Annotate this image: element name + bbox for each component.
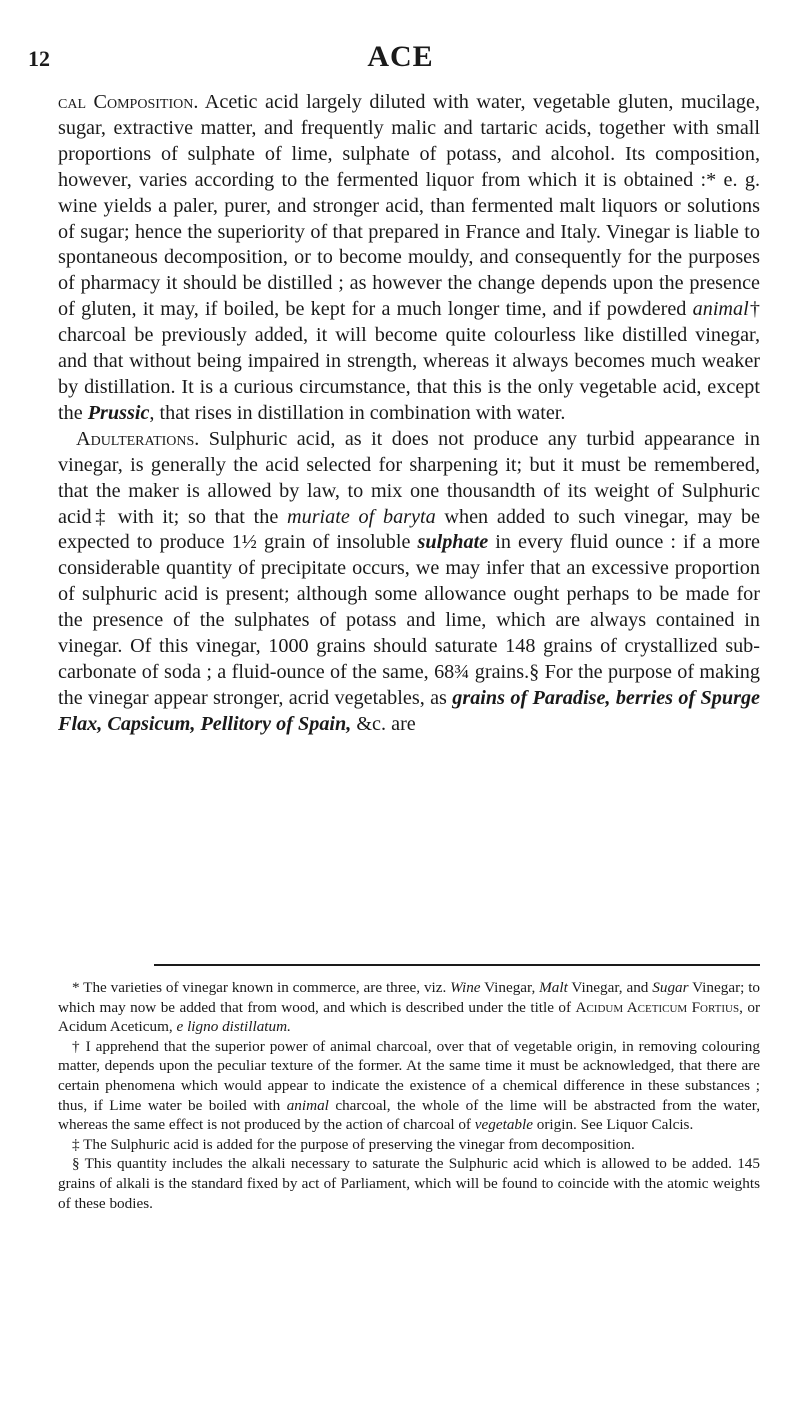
- text-run: Vinegar; to which may now be added that from wood, and which is described under the title of: [58, 979, 761, 1016]
- emphasis: e ligno distillatum.: [176, 1018, 291, 1036]
- section-lead-composition: cal Composition.: [58, 91, 199, 113]
- body-text: [58, 90, 760, 738]
- paragraph-adulterations: [58, 427, 760, 738]
- emphasis: grains of Paradise, berries of Spurge Flax, Capsicum, Pellitory of Spain,: [58, 686, 760, 735]
- footnote-4: § This quantity includes the alkali necessary to saturate the Sulphuric acid which is allowed to be added. 145 grains of alkali is the standard fixed by act of Parliament, which will be found to coincide with the atomic weights of these bodies.: [58, 1155, 760, 1212]
- text-run: † I apprehend that the superior power of animal charcoal, over that of vegetable origin, in removing colouring matter, depends upon the peculiar texture of the former. At the same time it must be acknowledged, that there are certain phenomena which would appear to indicate the existence of a chemical difference in these substances ; thus, if Lime water be boiled with: [58, 1037, 760, 1114]
- section-lead-adulterations: Adulterations.: [76, 427, 200, 450]
- emphasis: sulphate: [417, 531, 489, 554]
- footnote-2: [58, 1037, 760, 1135]
- emphasis: vegetable: [474, 1116, 533, 1134]
- running-head: ACE: [367, 40, 434, 73]
- text-run: &c. are: [351, 712, 416, 735]
- text-run: when added to such vinegar, may be expected to produce 1½ grain of insoluble: [58, 505, 760, 554]
- text-run: , or Acidum Aceticum,: [58, 998, 761, 1036]
- emphasis: muriate of baryta: [287, 505, 436, 528]
- text-run: * The varieties of vinegar known in commerce, are three, viz.: [72, 979, 451, 996]
- emphasis: Sugar: [652, 979, 689, 996]
- footnote-rule: [154, 964, 760, 966]
- footnotes: [58, 978, 760, 1213]
- emphasis: animal: [286, 1096, 329, 1114]
- page-number: 12: [28, 46, 50, 71]
- footnote-3: ‡ The Sulphuric acid is added for the purpose of preserving the vinegar from decomposition.: [72, 1135, 635, 1153]
- text-run: origin. See Liquor Calcis.: [532, 1116, 694, 1134]
- text-run: Acidum Aceticum Fortius: [575, 998, 740, 1016]
- text-run: Vinegar, and: [567, 979, 653, 996]
- text-run: in every fluid ounce : if a more considerable quantity of precipitate occurs, we may infer that an excessive proportion of sulphuric acid is present; although some allowance ought perhaps to be made for the presence of the sulphates of potass and lime, which are always contained in vinegar. Of this vinegar, 1000 grains should saturate 148 grains of crystallized sub-carbonate of soda ; a fluid-ounce of the same, 68¾ grains.§ For the purpose of making the vinegar appear stronger, acrid vegetables, as: [58, 531, 760, 709]
- emphasis: Prussic: [87, 401, 150, 424]
- emphasis: animal: [692, 298, 749, 321]
- text-run: † charcoal be previously added, it will become quite colourless like distilled vinegar, and that without being impaired in strength, whereas it always becomes much weaker by distillation. It is a curious circumstance, that this is the only vegetable acid, except the: [58, 298, 761, 424]
- text-run: , that rises in distillation in combination with water.: [149, 401, 566, 424]
- footnote-1: [58, 978, 760, 1037]
- text-run: Sulphuric acid, as it does not produce any turbid appearance in vinegar, is generally the acid selected for sharpening it; but it must be remembered, that the maker is allowed by law, to mix one thousandth of its weight of Sulphuric acid‡ with it; so that the: [58, 427, 760, 528]
- text-run: charcoal, the whole of the lime will be abstracted from the water, whereas the same effect is not produced by the action of charcoal of: [58, 1096, 761, 1134]
- text-run: Vinegar,: [480, 979, 540, 996]
- emphasis: Malt: [539, 979, 568, 996]
- paragraph-composition: [58, 90, 760, 427]
- emphasis: Wine: [450, 979, 481, 996]
- text-run: Acetic acid largely diluted with water, vegetable gluten, mucilage, sugar, extractive matter, and frequently malic and tartaric acids, together with small proportions of sulphate of lime, sulphate of potass, and alcohol. Its composition, however, varies according to the fermented liquor from which it is obtained :* e. g. wine yields a paler, purer, and stronger acid, than fermented malt liquors or solutions of sugar; hence the superiority of that prepared in France and Italy. Vinegar is liable to spontaneous decomposition, or to become mouldy, and consequently for the purposes of pharmacy it should be distilled ; as however the change depends upon the presence of gluten, it may, if boiled, be kept for a much longer time, and if powdered: [58, 91, 760, 321]
